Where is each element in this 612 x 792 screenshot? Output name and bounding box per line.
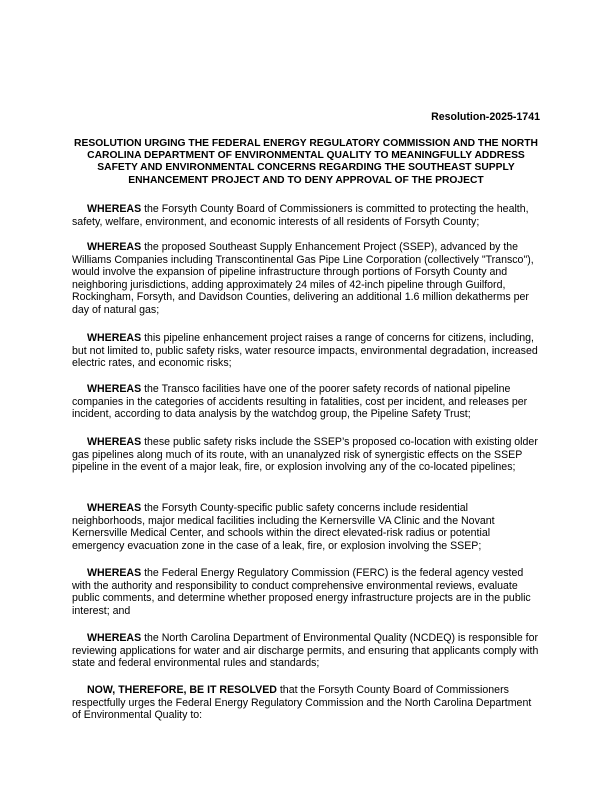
resolved-paragraph xyxy=(72,684,542,722)
paragraph-text: the proposed Southeast Supply Enhancement Project (SSEP), advanced by the Williams Companies including Transcontinental Gas Pipe Line Corporation (collectively "Transco"), would involve the expansion of pipeline infrastructure through portions of Forsyth County and neighboring jurisdictions, adding approximately 24 miles of 42-inch pipeline through Guilford, Rockingham, Forsyth, and Davidson Counties, delivering an additional 1.6 million dekatherms per day of natural gas; xyxy=(72,241,534,316)
whereas-paragraph-4 xyxy=(72,383,542,421)
resolution-title: RESOLUTION URGING THE FEDERAL ENERGY REGULATORY COMMISSION AND THE NORTH CAROLINA DEPARTMENT OF ENVIRONMENTAL QUALITY TO MEANINGFULLY ADDRESS SAFETY AND ENVIRONMENTAL CONCERNS REGARDING THE SOUTHEAST SUPPLY ENHANCEMENT PROJECT AND TO DENY APPROVAL OF THE PROJECT xyxy=(74,138,538,186)
paragraph-lead: NOW, THEREFORE, BE IT RESOLVED xyxy=(87,684,277,696)
paragraph-text: the Forsyth County-specific public safety concerns include residential neighborhoods, major medical facilities including the Kernersville VA Clinic and the Novant Kernersville Medical Center, and schools within the direct elevated-risk radius or potential emergency evacuation zone in the case of a leak, fire, or explosion involving the SSEP; xyxy=(72,502,495,552)
paragraph-lead: WHEREAS xyxy=(87,632,142,644)
paragraph-lead: WHEREAS xyxy=(87,332,142,344)
paragraph-lead: WHEREAS xyxy=(87,203,142,215)
paragraph-text: the Forsyth County Board of Commissioners is committed to protecting the health, safety, welfare, environment, and economic interests of all residents of Forsyth County; xyxy=(72,203,529,228)
whereas-paragraph-8 xyxy=(72,632,542,670)
paragraph-text: these public safety risks include the SSEP’s proposed co-location with existing older gas pipelines along much of its route, with an unanalyzed risk of synergistic effects on the SSEP pipeline in the event of a major leak, fire, or explosion involving any of the co-located pipelines; xyxy=(72,436,538,474)
whereas-paragraph-6 xyxy=(72,502,542,552)
resolution-number: Resolution-2025-1741 xyxy=(431,111,540,123)
paragraph-lead: WHEREAS xyxy=(87,241,142,253)
paragraph-lead: WHEREAS xyxy=(87,502,142,514)
paragraph-lead: WHEREAS xyxy=(87,567,142,579)
whereas-paragraph-2 xyxy=(72,241,542,317)
paragraph-lead: WHEREAS xyxy=(87,383,142,395)
whereas-paragraph-7 xyxy=(72,567,542,617)
whereas-paragraph-3 xyxy=(72,332,542,370)
whereas-paragraph-1 xyxy=(72,203,542,228)
paragraph-text: this pipeline enhancement project raises a range of concerns for citizens, including, but not limited to, public safety risks, water resource impacts, environmental degradation, increased electric rates, and economic risks; xyxy=(72,332,538,370)
paragraph-text: the Transco facilities have one of the poorer safety records of national pipeline companies in the categories of accidents resulting in fatalities, cost per incident, and releases per incident, according to data analysis by the watchdog group, the Pipeline Safety Trust; xyxy=(72,383,528,421)
whereas-paragraph-5 xyxy=(72,436,542,474)
paragraph-text: that the Forsyth County Board of Commissioners respectfully urges the Federal Energy Regulatory Commission and the North Carolina Department of Environmental Quality to: xyxy=(72,684,532,722)
paragraph-text: the Federal Energy Regulatory Commission (FERC) is the federal agency vested with the authority and responsibility to conduct comprehensive environmental reviews, evaluate public comments, and determine whether proposed energy infrastructure projects are in the public interest; and xyxy=(72,567,531,617)
paragraph-text: the North Carolina Department of Environmental Quality (NCDEQ) is responsible for reviewing applications for water and air discharge permits, and ensuring that applicants comply with state and federal environmental rules and standards; xyxy=(72,632,539,670)
paragraph-lead: WHEREAS xyxy=(87,436,142,448)
